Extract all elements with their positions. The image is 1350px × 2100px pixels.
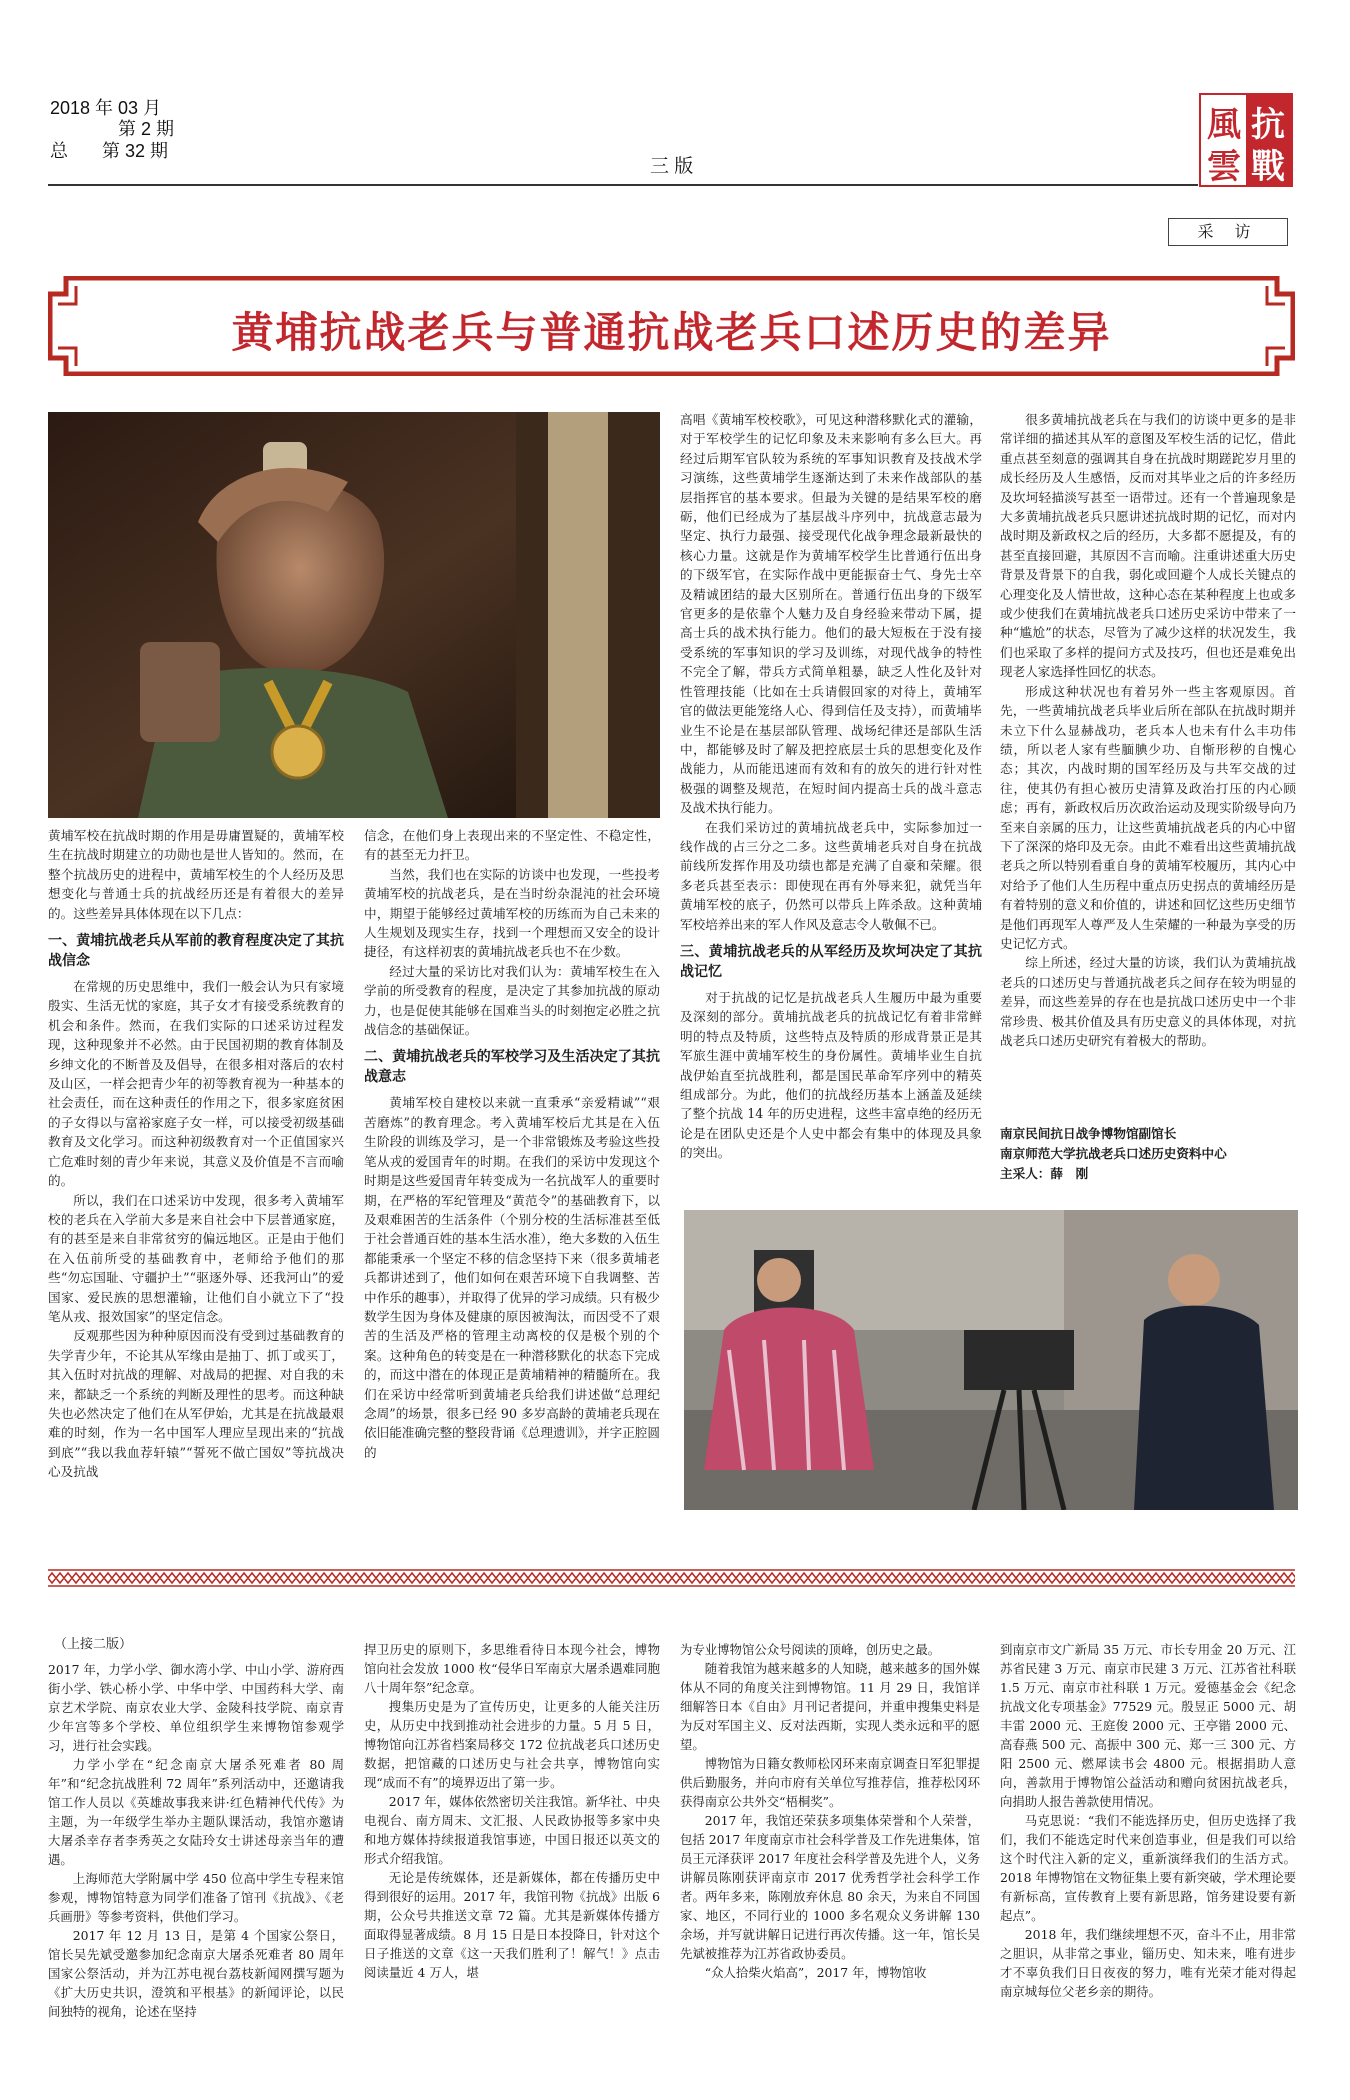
cont-col1-para-1: 2017 年，力学小学、御水湾小学、中山小学、游府西街小学、铁心桥小学、中华中学、中国药科大学、南京艺术学院、南京农业大学、金陵科技学院、南京青少年宫等多个学校、单位组织学生来博物馆参观学习，进行社会实践。	[48, 1662, 344, 1753]
section-heading-1: 一、黄埔抗战老兵从军前的教育程度决定了其抗战信念	[48, 933, 344, 970]
col3-para-3: 对于抗战的记忆是抗战老兵人生履历中最为重要及深刻的部分。黄埔抗战老兵的抗战记忆有着非常鲜明的特点及特质，这些特点及特质的形成背景正是其军旅生涯中黄埔军校生的身份属性。黄埔毕业生自抗战伊始直至抗战胜利，都是国民革命军序列中的精英组成部分。为此，他们的抗战经历基本上涵盖及延续了整个抗战 14 年的历史进程，这些丰富卓绝的经历无论是在团队史还是个人史中都会有集中的体现及具象的突出。	[680, 989, 982, 1161]
cont-col2-para-4: 无论是传统媒体，还是新媒体，都在传播历史中得到很好的运用。2017 年，我馆刊物《抗战》出版 6 期，公众号共推送文章 72 篇。尤其是新媒体传播方面取得显著成绩。8 月 15 日是日本投降日，针对这个日子推送的文章《这一天我们胜利了！解气！》点击阅读量近 4 万人，堪	[364, 1870, 660, 1980]
photo-interview-svg	[684, 1210, 1298, 1510]
col2-para-1: 信念，在他们身上表现出来的不坚定性、不稳定性，有的甚至无力扞卫。	[364, 828, 660, 863]
photo-veteran-saluting-svg	[48, 412, 660, 818]
col4-para-1: 很多黄埔抗战老兵在与我们的访谈中更多的是非常详细的描述其从军的意图及军校生活的记忆，借此重点甚至刻意的强调其自身在抗战时期蹉跎岁月里的成长经历及人生感悟，反而对其毕业之后的许多经历及坎坷轻描淡写甚至一语带过。还有一个普遍现象是大多黄埔抗战老兵只愿讲述抗战时期的记忆，而对内战时期及新政权之后的经历，大多都不愿提及，有的甚至直接回避，其原因不言而喻。注重讲述重大历史背景及背景下的自我，弱化或回避个人成长关键点的心理变化及人情世故，这种心态在某种程度上也或多或少使我们在黄埔抗战老兵口述历史采访中带来了一种“尴尬”的状态，尽管为了减少这样的状况发生，我们也采取了多样的提问方式及技巧，但也还是难免出现老人家选择性回忆的状态。	[1000, 412, 1296, 680]
col2-para-3: 经过大量的采访比对我们认为：黄埔军校生在入学前的所受教育的程度，是决定了其参加抗战的原动力，也是促使其能够在国难当头的时刻抱定必胜之抗战信念的基础保证。	[364, 963, 660, 1038]
signature-line-3: 主采人：薛 刚	[1000, 1166, 1089, 1181]
signature-block	[1000, 1124, 1300, 1184]
cont-col3-para-2: 随着我馆为越来越多的人知晓，越来越多的国外媒体从不同的角度关注到博物馆。11 月 29 日，我馆详细解答日本《自由》月刊记者提问，并重申搜集史料是为反对军国主义、反对法西斯，实现人类永远和平的愿望。	[680, 1661, 980, 1752]
cont-col2-para-3: 2017 年，媒体依然密切关注我馆。新华社、中央电视台、南方周末、文汇报、人民政协报等多家中央和地方媒体持续报道我馆事迹，中国日报还以英文的形式介绍我馆。	[364, 1794, 660, 1866]
cont-col2-para-2: 搜集历史是为了宣传历史，让更多的人能关注历史，从历史中找到推动社会进步的力量。5 月 5 日，博物馆向江苏省档案局移交 172 位抗战老兵口述历史数据，把馆藏的口述历史与社会共享，博物馆向实现“成而不有”的境界迈出了第一步。	[364, 1699, 660, 1790]
col2-para-2: 当然，我们也在实际的访谈中也发现，一些投考黄埔军校的抗战老兵，是在当时纷杂混沌的社会环境中，期望于能够经过黄埔军校的历练而为自己未来的人生规划及现实生存，找到一个理想而又安全的设计捷径，有这样初衷的黄埔抗战老兵也不在少数。	[364, 866, 660, 960]
article-title: 黄埔抗战老兵与普通抗战老兵口述历史的差异	[231, 308, 1112, 357]
cont-col4-para-1: 到南京市文广新局 35 万元、市长专用金 20 万元、江苏省民建 3 万元、南京市民建 3 万元、江苏省社科联 1.5 万元、南京市社科联 1 万元。爱德基金会《纪念抗战文化专项基金》77529 元。殷昱正 5000 元、胡丰雷 2000 元、王庭俊 2000 元、王亭锴 2000 元、高春燕 500 元、高振中 300 元、郑一三 300 元、方阳 2500 元、燃犀读书会 4800 元。根据捐助人意向，善款用于博物馆公益活动和赠向贫困抗战老兵，向捐助人报告善款使用情况。	[1000, 1642, 1296, 1809]
article-column-3	[680, 410, 982, 1195]
cont-col1-para-4: 2017 年 12 月 13 日，是第 4 个国家公祭日，馆长吴先斌受邀参加纪念南京大屠杀死难者 80 周年国家公祭活动，并为江苏电视台荔枝新闻网撰写题为《扩大历史共识，澄筑和平根基》的新闻评论，以民间独特的视角，论述在坚持	[48, 1928, 344, 2019]
cont-col1-para-3: 上海师范大学附属中学 450 位高中学生专程来馆参观，博物馆特意为同学们准备了馆刊《抗战》、《老兵画册》等参考资料，供他们学习。	[48, 1871, 344, 1924]
col3-para-1: 高唱《黄埔军校校歌》，可见这种潜移默化式的灌输，对于军校学生的记忆印象及未来影响有多么巨大。再经过后期军官队较为系统的军事知识教育及技战术学习演练，这些黄埔学生逐渐达到了未来作战部队的基层指挥官的基本要求。但最为关键的是结果军校的磨砺，他们已经成为了基层战斗序列中，抗战意志最为坚定、执行力最强、接受现代化战争理念最新最快的核心力量。这就是作为黄埔军校学生比普通行伍出身的下级军官，在实际作战中更能振奋士气、身先士卒及精诚团结的最大区别所在。普通行伍出身的下级军官更多的是依靠个人魅力及自身经验来带动下属，提高士兵的战术执行能力。他们的最大短板在于没有接受系统的军事知识的学习及训练，对现代战争的特性不完全了解，带兵方式简单粗暴，缺乏人性化及针对性管理技能（比如在士兵请假回家的对待上，黄埔军官的做法更能笼络人心、得到信任及支持），而黄埔毕业生不论是在基层部队管理、战场纪律还是部队生活中，都能够及时了解及把控底层士兵的思想变化及作战能力，从而能迅速而有效和有的放矢的进行针对性极强的调整及规范，在短时间内提高士兵的战斗意志及战术执行能力。	[680, 412, 982, 816]
section-heading-2: 二、黄埔抗战老兵的军校学习及生活决定了其抗战意志	[364, 1049, 660, 1086]
cont-col3-para-1: 为专业博物馆公众号阅读的顶峰，创历史之最。	[680, 1642, 941, 1657]
col1-para-1: 黄埔军校在抗战时期的作用是毋庸置疑的，黄埔军校生在抗战时期建立的功勋也是世人皆知的。然而，在整个抗战历史的进程中，黄埔军校生的个人经历及思想变化与普通士兵的抗战经历还是有着很大的差异的。这些差异具体体现在以下几点：	[48, 828, 344, 921]
continued-column-2	[364, 1640, 660, 2060]
col1-para-2: 在常规的历史思维中，我们一般会认为只有家境殷实、生活无忧的家庭，其子女才有接受系统教育的机会和条件。然而，在我们实际的口述采访过程发现，这种现象并不必然。由于民国初期的教育体制及乡绅文化的不断普及及倡导，在很多相对落后的农村及山区，一样会把青少年的初等教育视为一种基本的社会责任，而在这种责任的作用之下，很多家庭贫困的子女得以与富裕家庭子女一样，可以接受初级基础教育及文化学习。而这种初级教育对一个正值国家兴亡危难时刻的青少年来说，其意义及价值是不言而喻的。	[48, 979, 344, 1189]
continued-column-3	[680, 1640, 980, 2060]
article-column-1	[48, 826, 344, 1511]
issue-number: 第 2 期	[118, 119, 175, 139]
article-column-2	[364, 826, 660, 1511]
col4-para-3: 综上所述，经过大量的访谈，我们认为黄埔抗战老兵的口述历史与普通抗战老兵之间存在较为明显的差异，而这些差异的存在也是抗战口述历史中一个非常珍贵、极其价值及具有历史意义的具体体现，对抗战老兵口述历史研究有着极大的帮助。	[1000, 955, 1296, 1048]
title-frame	[48, 276, 1295, 376]
cont-col3-para-5: “众人拾柴火焰高”，2017 年，博物馆收	[704, 1965, 927, 1980]
cont-col3-para-3: 博物馆为日籍女教师松冈环来南京调查日军犯罪提供后勤服务，并向市府有关单位写推荐信，推荐松冈环获得南京公共外交“梧桐奖”。	[680, 1756, 980, 1809]
total-label: 总	[50, 141, 68, 161]
cont-col2-para-1: 捍卫历史的原则下，多思维看待日本现今社会，博物馆向社会发放 1000 枚“侵华日军南京大屠杀遇难同胞八十周年祭”纪念章。	[364, 1642, 660, 1695]
continued-column-4	[1000, 1640, 1296, 2060]
section-heading-3: 三、黄埔抗战老兵的从军经历及坎坷决定了其抗战记忆	[680, 943, 982, 980]
continued-label: （上接二版）	[54, 1637, 133, 1652]
issue-date: 2018 年 03 月	[50, 98, 162, 118]
col1-para-4: 反观那些因为种种原因而没有受到过基础教育的失学青少年，不论其从军缘由是抽丁、抓丁或买丁，其入伍时对抗战的理解、对战局的把握、对自我的未来，都缺乏一个系统的判断及理性的思考。而这种缺失也必然决定了他们在从军伊始，尤其是在抗战最艰难的时刻，作为一名中国军人理应呈现出来的“抗战到底”“我以我血荐轩辕”“誓死不做亡国奴”等抗战决心及抗战	[48, 1328, 344, 1480]
col4-para-2: 形成这种状况也有着另外一些主客观原因。首先，一些黄埔抗战老兵毕业后所在部队在抗战时期并未立下什么显赫战功，老兵本人也未有什么丰功伟绩，所以老人家有些腼腆少功、自惭形秽的自愧心态；其次，内战时期的国军经历及与共军交战的过往，使其仍有担心被历史清算及政治打压的内心顾虑；再有，新政权后历次政治运动及现实阶级导向乃至来自亲属的压力，让这些黄埔抗战老兵的内心中留下了深深的烙印及无奈。由此不难看出这些黄埔抗战老兵之所以特别看重自身的黄埔军校履历，其内心中对给予了他们人生历程中重点历史拐点的黄埔经历是有着特别的意义和价值的，讲述和回忆这些历史细节是他们再现军人尊严及人生荣耀的一种最为享受的历史记忆方式。	[1000, 683, 1296, 951]
cont-col4-para-3: 2018 年，我们继续埋想不灭，奋斗不止，用非常之胆识，从非常之事业，锱历史、知未来，唯有进步才不辜负我们日日夜夜的努力，唯有光荣才能对得起南京城每位父老乡亲的期待。	[1000, 1927, 1296, 1999]
total-issue: 第 32 期	[102, 141, 169, 161]
cont-col3-para-4: 2017 年，我馆还荣获多项集体荣誉和个人荣誉，包括 2017 年度南京市社会科学普及工作先进集体，馆员王元泽获评 2017 年度社会科学普及先进个人，义务讲解员陈刚获评南京市 2017 优秀哲学社会科学工作者。两年多来，陈刚放弃休息 80 余天，为来自不同国家、地区，不同行业的 1000 多名观众义务讲解 130 余场，并写就讲解日记进行再次传播。这一年，馆长吴先斌被推荐为江苏省政协委员。	[680, 1813, 980, 1961]
section-divider	[48, 1568, 1295, 1588]
cont-col1-para-2: 力学小学在“纪念南京大屠杀死难者 80 周年”和“纪念抗战胜利 72 周年”系列活动中，还邀请我馆工作人员以《英雄故事我来讲·红色精神代代传》为主题，为一年级学生举办主题队课活动，我馆亦邀请大屠杀幸存者李秀英之女陆玲女士讲述母亲当年的遭遇。	[48, 1757, 344, 1867]
signature-line-1: 南京民间抗日战争博物馆副馆长	[1000, 1126, 1177, 1141]
col3-para-2: 在我们采访过的黄埔抗战老兵中，实际参加过一线作战的占三分之二多。这些黄埔老兵对自身在抗战前线所发挥作用及功绩也都是充满了自豪和荣耀。很多老兵甚至表示：即使现在再有外辱来犯，就凭当年黄埔军校的底子，仍然可以带兵上阵杀敌。这种黄埔军校培养出来的军人作风及意志令人敬佩不已。	[680, 819, 982, 932]
logo-char-2: 抗	[1251, 105, 1285, 145]
section-badge: 采 访	[1168, 218, 1288, 246]
page-number: 三 版	[650, 156, 694, 177]
photo-veteran-saluting	[48, 412, 660, 818]
signature-line-2: 南京师范大学抗战老兵口述历史资料中心	[1000, 1146, 1227, 1161]
divider-pattern-svg	[48, 1568, 1295, 1588]
photo-interview	[684, 1210, 1298, 1510]
logo-char-3: 雲	[1207, 147, 1241, 187]
header-rule	[48, 184, 1198, 186]
article-column-4	[1000, 410, 1296, 1095]
col2-para-4: 黄埔军校自建校以来就一直秉承“亲爱精诚”“艰苦磨炼”的教育理念。考入黄埔军校后尤其是在入伍生阶段的训练及学习，是一个非常锻炼及考验这些投笔从戎的爱国青年的时期。在我们的采访中发现这个时期是这些爱国青年转变成为一名抗战军人的重要时期，在严格的军纪管理及“黄范令”的基础教育下，以及艰难困苦的生活条件（个别分校的生活标准甚至低于社会普通百姓的基本生活水准），绝大多数的入伍生都能秉承一个坚定不移的信念坚持下来（很多黄埔老兵都讲述到了，他们如何在艰苦环境下自我调整、苦中作乐的趣事），并取得了优异的学习成绩。只有极少数学生因为身体及健康的原因被淘汰，而因受不了艰苦的生活及严格的管理主动离校的仅是极个别的个案。这种角色的转变是在一种潜移默化的状态下完成的，而这中潜在的体现正是黄埔精神的精髓所在。我们在采访中经常听到黄埔老兵给我们讲述做“总理纪念周”的场景，很多已经 90 多岁高龄的黄埔老兵现在依旧能准确完整的整段背诵《总理遗训》，并字正腔圆的	[364, 1095, 660, 1460]
continued-column-1	[48, 1660, 344, 2060]
masthead-logo	[1198, 92, 1294, 188]
col1-para-3: 所以，我们在口述采访中发现，很多考入黄埔军校的老兵在入学前大多是来自社会中下层普通家庭，有的甚至是来自非常贫穷的偏远地区。正是由于他们在入伍前所受的基础教育中，老师给予他们的那些“勿忘国耻、守疆护土”“驱逐外辱、还我河山”的爱国家、爱民族的思想灌输，让他们自小就立下了“投笔从戎、报效国家”的坚定信念。	[48, 1192, 344, 1324]
cont-col4-para-2: 马克思说：“我们不能选择历史，但历史选择了我们，我们不能选定时代来创造事业，但是我们可以给这个时代注入新的定义，重新演绎我们的生活方式。2018 年博物馆在文物征集上要有新突破，学术理论要有新标高，宣传教育上要有新思路，馆务建设要有新起点”。	[1000, 1813, 1296, 1923]
logo-char-1: 風	[1207, 105, 1241, 145]
masthead-logo-svg	[1198, 92, 1294, 188]
logo-char-4: 戰	[1251, 147, 1285, 187]
